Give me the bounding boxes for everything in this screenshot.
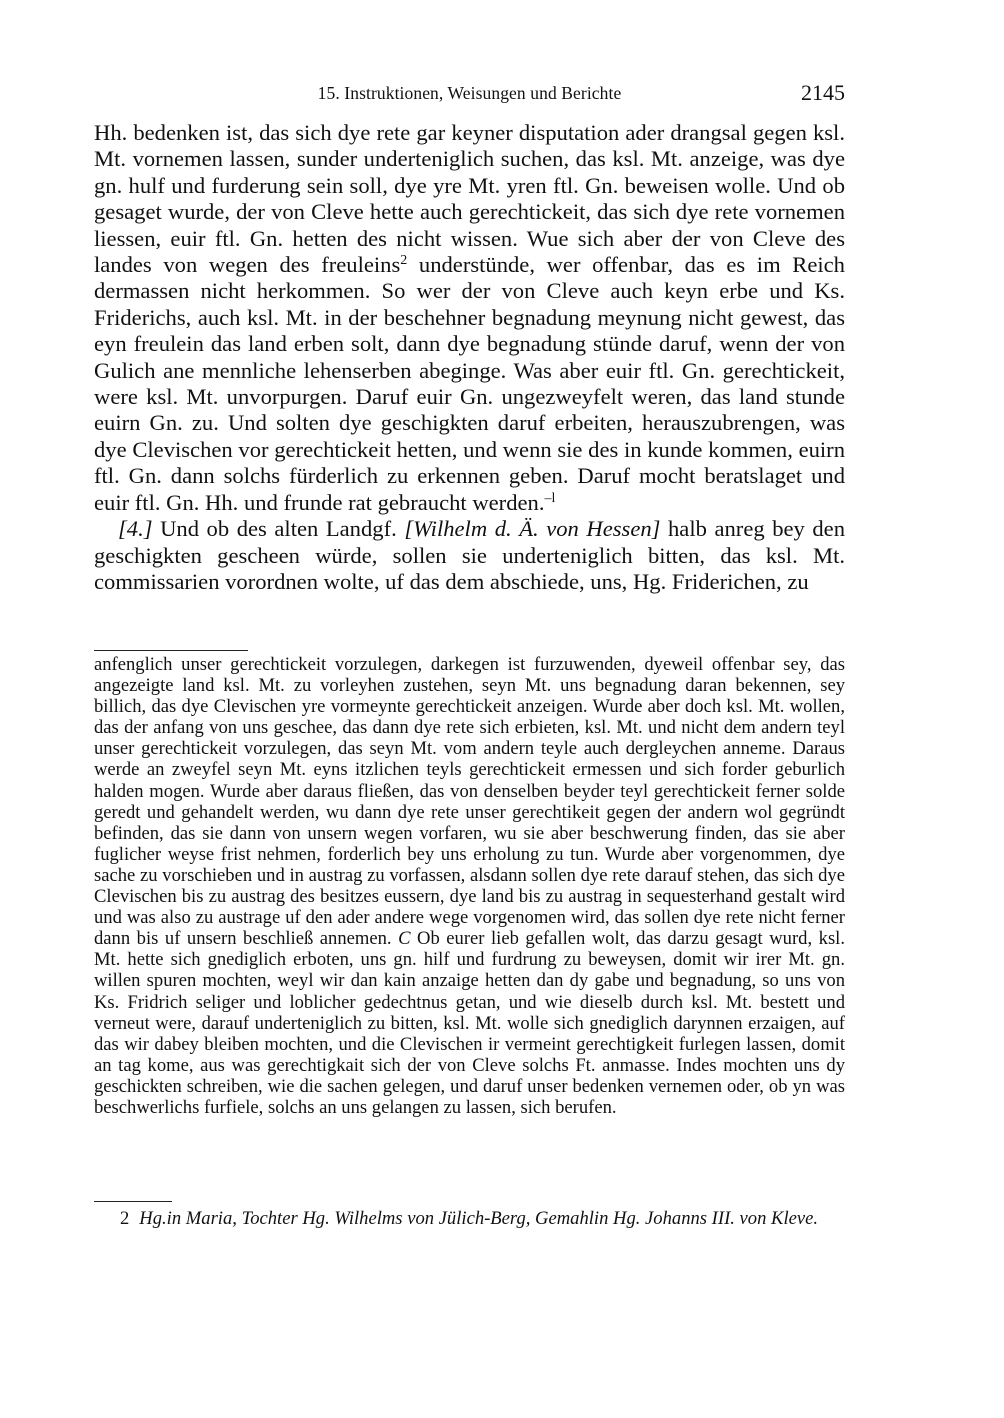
apparatus-divider <box>94 650 248 651</box>
footnote-number: 2 <box>120 1208 130 1229</box>
footnote <box>94 1207 845 1230</box>
apparatus-text-a: anfenglich unser gerechtickeit vorzulegen, darkegen ist furzuwenden, dyeweil offenbar sey, das angezeigte land ksl. Mt. zu vorleyhen zustehen, seyn Mt. uns begnadung daran bekennen, sey billich, das dye Clevischen yre vormeynte gerechtickeit anzeigen. Wurde aber doch ksl. Mt. wollen, das der anfang von uns geschee, das dann dye rete sich erbieten, ksl. Mt. und nicht dem andern teyl unser gerechtickeit vorzulegen, das seyn Mt. vom andern teyle auch dergleychen anneme. Daraus werde an zweyfel seyn Mt. eyns itzlichen teyls gerechtickeit ermessen und sich forder geburlich halden mogen. Wurde aber daraus fließen, das von denselben beyder teyl gerechtickeit ferner solde geredt und gehandelt werden, wu dann dye rete unser gerechtikeit gegen der andern wol gegründt befinden, das sie dann von unsern wegen vorfaren, wu sie aber beschwerung finden, das sie aber fuglicher weyse frist nehmen, forderlich bey uns erholung zu tun. Wurde aber vorgenommen, dye sache zu vorschieben und in austrag zu vorfassen, alsdann sollen dye rete darauf stehen, das sich dye Clevischen bis zu austrag des besitzes eussern, dye land bis zu austrag in sequesterhand gestalt wird und was also zu austrage uf den ader andere wege vorgenomen wird, das sollen dye rete nicht ferner dann bis uf unsern beschließ annemen. <box>94 654 845 950</box>
footnote-reference[interactable]: 2 <box>400 253 408 269</box>
paragraph-1-text-a: Hh. bedenken ist, das sich dye rete gar keyner disputation ader drangsal gegen ksl. Mt. vornemen lassen, sunder underteniglich suchen, das ksl. Mt. anzeige, was dye gn. hulf und furderung sein soll, dye yre Mt. yren ftl. Gn. beweisen wolle. Und ob gesaget wurde, der von Cleve hette auch gerechtickeit, das sich dye rete vornemen liessen, euir ftl. Gn. hetten des nicht wissen. Wue sich aber der von Cleve des landes von wegen des freuleins <box>94 120 845 278</box>
page-number: 2145 <box>801 80 845 105</box>
paragraph-1 <box>94 120 845 516</box>
paragraph-number: [4.] <box>118 516 153 542</box>
apparatus-siglum: C <box>398 928 411 950</box>
apparatus-entry <box>94 654 845 1118</box>
footnote-text: Hg.in Maria, Tochter Hg. Wilhelms von Jülich-Berg, Gemahlin Hg. Johanns III. von Kleve. <box>139 1208 819 1229</box>
paragraph-1-text-b: understünde, wer offenbar, das es im Reich dermassen nicht herkommen. So wer der von Cleve auch keyn erbe und Ks. Friderichs, auch ksl. Mt. in der beschehner begnadung meynung nicht gewest, das eyn freulein das land erben solt, dann dye begnadung stünde daruf, wenn der von Gulich ane mennliche lehenserben abeginge. Was aber euir ftl. Gn. gerechtickeit, were ksl. Mt. unvorpurgen. Daruf euir Gn. ungezweyfelt weren, das land stunde euirn Gn. zu. Und solten dye geschigkten daruf erbeiten, herauszubrengen, was dye Clevischen vor gerechtickeit hetten, und wenn sie des in kunde kommen, euirn ftl. Gn. dann solchs fürderlich zu erkennen geben. Daruf mocht beratslaget und euir ftl. Gn. Hh. und frunde rat gebraucht werden. <box>94 252 845 515</box>
variant-end-marker: –l <box>544 490 556 506</box>
paragraph-2-text-a: Und ob des alten Landgf. <box>152 516 405 542</box>
editorial-name-note: [Wilhelm d. Ä. von Hessen] <box>404 516 661 542</box>
paragraph-2-text-b: halb anreg bey den geschigkten gescheen würde, sollen sie underteniglich bitten, das ksl. Mt. commissarien vorordnen wolte, uf das dem abschiede, uns, Hg. Friderichen, zu <box>94 516 846 594</box>
critical-apparatus <box>94 654 845 1118</box>
footnote-divider <box>94 1201 172 1202</box>
apparatus-text-b: Ob eurer lieb gefallen wolt, das darzu gesagt wurd, ksl. Mt. hette sich gnediglich erboten, uns gn. hilf und furdrung zu beweysen, domit wir irer Mt. gn. willen spuren mochten, weyl wir dan kain anzaige hetten dan dy gabe und begnadung, so uns von Ks. Fridrich seliger und loblicher gedechtnus getan, und wie dieselb durch ksl. Mt. bestett und verneut were, darauf underteniglich zu bitten, ksl. Mt. wolle sich gnediglich darynnen erzaigen, auf das wir dabey bleiben mochten, und die Clevischen ir vermeint gerechtigkeit furlegen lassen, domit an tag kome, aus was gerechtigkait sich der von Cleve solchs Ft. anmasse. Indes mochten uns dy geschickten schreiben, wie die sachen gelegen, und daruf unser bedenken vernemen oder, ob yn was beschwerlichs furfiele, solchs an uns gelangen zu lassen, sich berufen. <box>94 928 845 1118</box>
footnote-entry <box>94 1207 845 1230</box>
main-text <box>94 120 845 595</box>
running-title: 15. Instruktionen, Weisungen und Berichte <box>317 83 622 103</box>
running-header <box>94 80 845 108</box>
paragraph-2 <box>94 516 845 595</box>
